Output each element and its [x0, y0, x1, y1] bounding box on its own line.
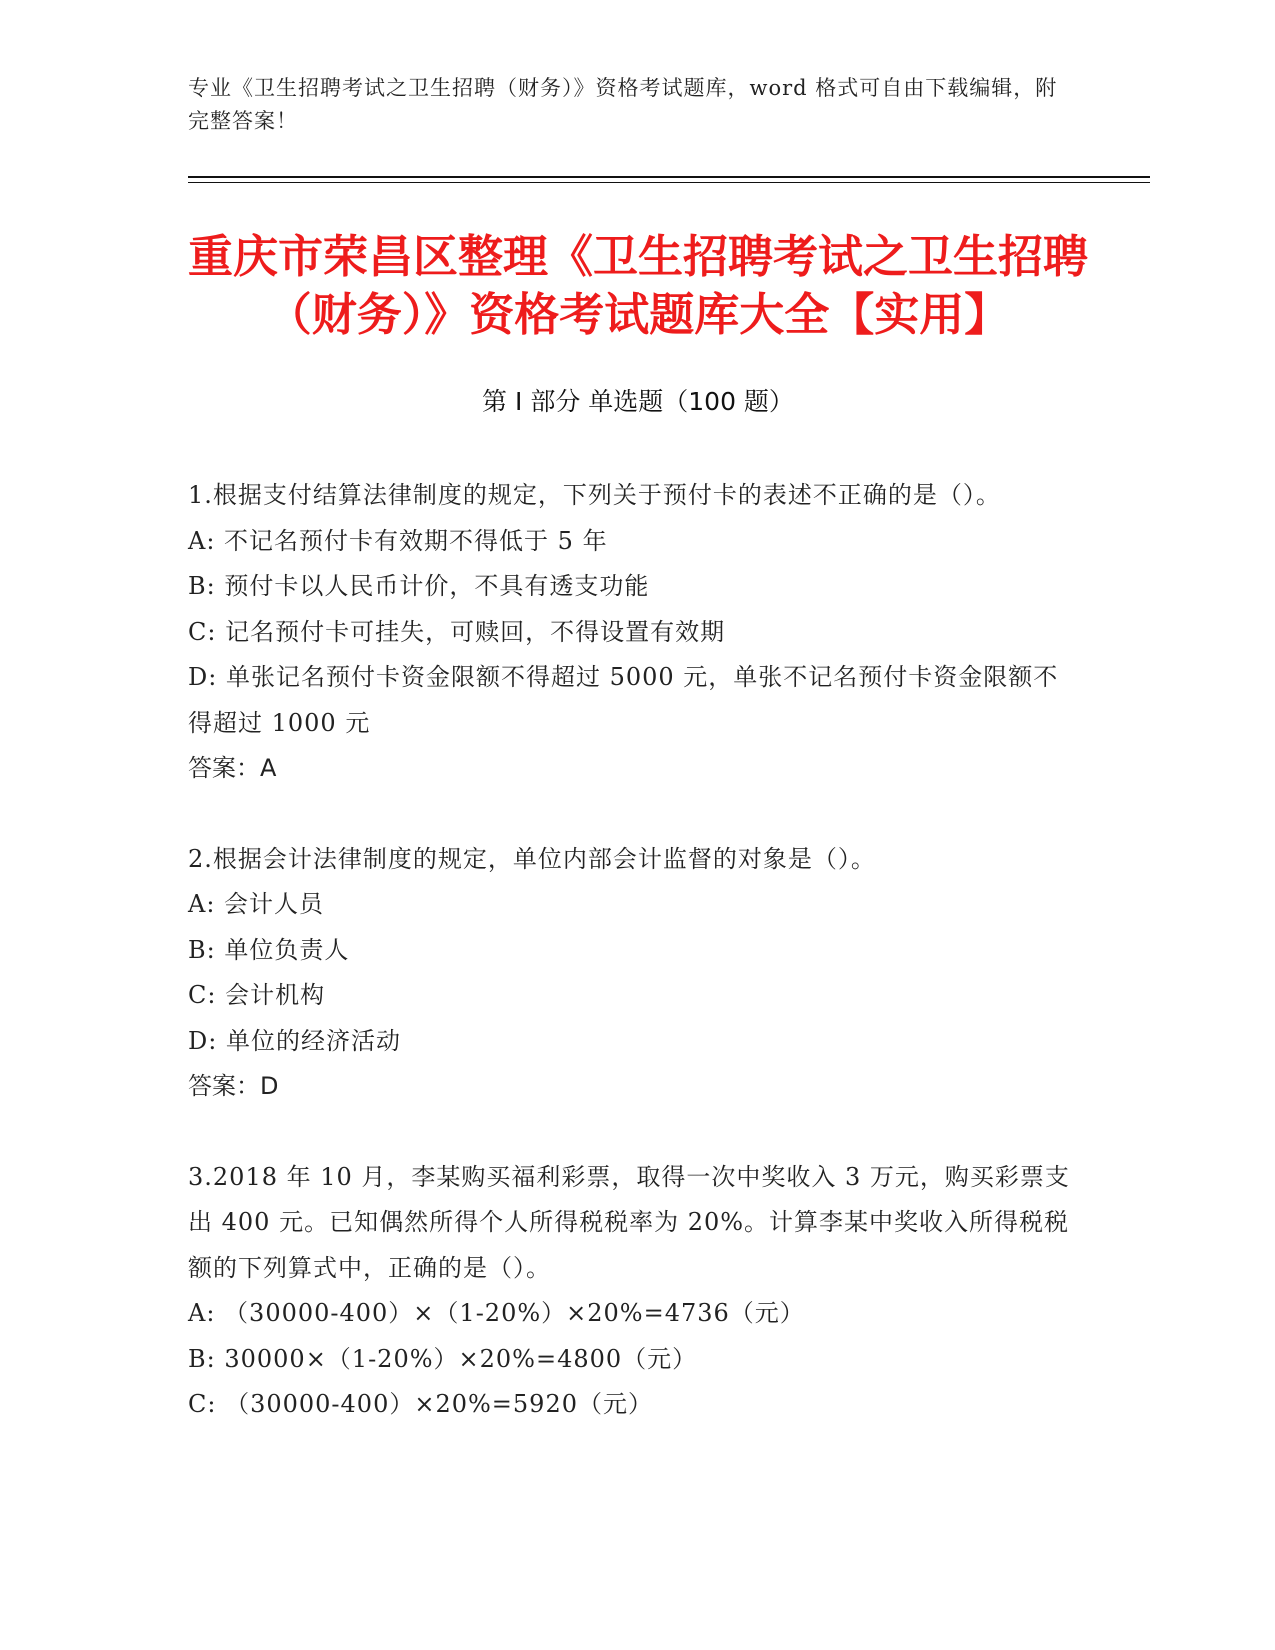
option-c: C: （30000-400）×20%=5920（元）	[188, 1390, 653, 1418]
question-stem: 1.根据支付结算法律制度的规定，下列关于预付卡的表述不正确的是（）。	[188, 481, 1001, 509]
option-c: C: 记名预付卡可挂失，可赎回，不得设置有效期	[188, 617, 726, 646]
question-2	[188, 837, 1078, 1110]
option-b: B: 单位负责人	[188, 935, 350, 964]
option-a: A: 不记名预付卡有效期不得低于 5 年	[188, 526, 608, 555]
questions-list	[188, 473, 1078, 1428]
option-d: D: 单张记名预付卡资金限额不得超过 5000 元，单张不记名预付卡资金限额不得超过 1000 元	[188, 663, 1059, 737]
header-rule-thick	[188, 176, 1150, 178]
section-title: 第 I 部分 单选题（100 题）	[482, 387, 794, 416]
option-a: A: （30000-400）×（1-20%）×20%=4736（元）	[188, 1299, 805, 1327]
header-rule-thin	[188, 182, 1150, 183]
document-title: 重庆市荣昌区整理《卫生招聘考试之卫生招聘（财务）》资格考试题库大全【实用】	[188, 230, 1089, 341]
question-stem: 3.2018 年 10 月，李某购买福利彩票，取得一次中奖收入 3 万元，购买彩票支出 400 元。已知偶然所得个人所得税税率为 20%。计算李某中奖收入所得税税额的下列算式中，正确的是（）。	[188, 1162, 1070, 1282]
answer: 答案：D	[188, 1072, 279, 1100]
question-1	[188, 473, 1078, 792]
option-b: B: 预付卡以人民币计价，不具有透支功能	[188, 572, 650, 600]
question-3	[188, 1155, 1078, 1428]
option-c: C: 会计机构	[188, 981, 326, 1009]
question-stem: 2.根据会计法律制度的规定，单位内部会计监督的对象是（）。	[188, 844, 876, 873]
option-b: B: 30000×（1-20%）×20%=4800（元）	[188, 1344, 698, 1373]
answer: 答案：A	[188, 754, 277, 782]
header-note: 专业《卫生招聘考试之卫生招聘（财务）》资格考试题库，word 格式可自由下载编辑，附完整答案！	[188, 76, 1058, 133]
option-a: A: 会计人员	[188, 890, 325, 918]
option-d: D: 单位的经济活动	[188, 1026, 401, 1055]
